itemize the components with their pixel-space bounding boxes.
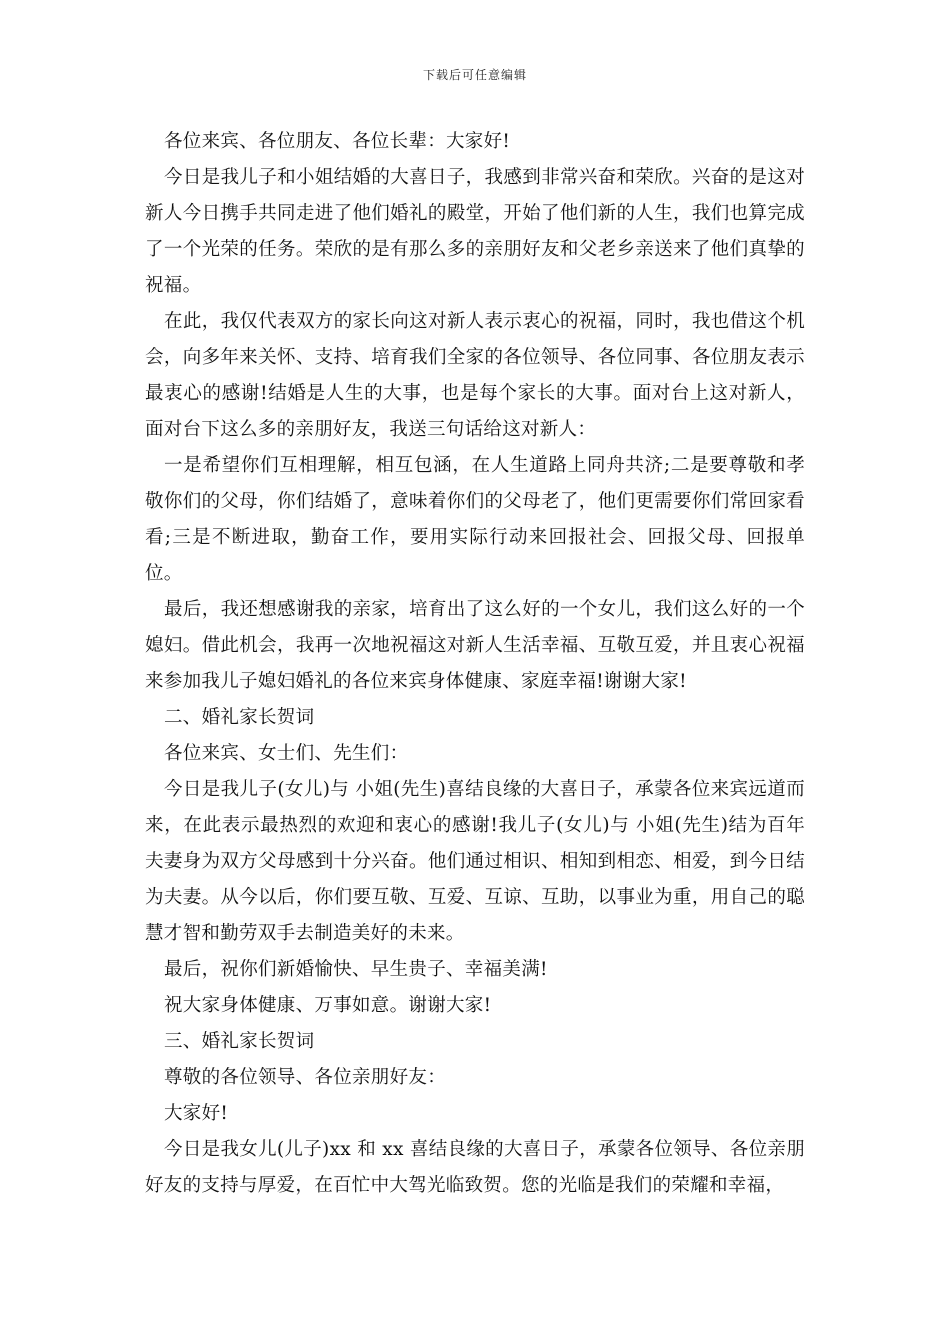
greeting-paragraph: 大家好! — [164, 1103, 229, 1124]
section-heading: 三、婚礼家长贺词 — [164, 1031, 315, 1052]
body-paragraph: 祝大家身体健康、万事如意。谢谢大家! — [164, 995, 492, 1016]
document-body — [145, 124, 805, 1204]
body-paragraph: 在此，我仅代表双方的家长向这对新人表示衷心的祝福，同时，我也借这个机会，向多年来关怀、支持、培育我们全家的各位领导、各位同事、各位朋友表示最衷心的感谢!结婚是人生的大事，也是每个家长的大事。面对台上这对新人，面对台下这么多的亲朋好友，我送三句话给这对新人： — [145, 311, 805, 440]
body-paragraph: 最后，祝你们新婚愉快、早生贵子、幸福美满! — [164, 959, 548, 980]
body-paragraph: 一是希望你们互相理解，相互包涵，在人生道路上同舟共济;二是要尊敬和孝敬你们的父母，你们结婚了，意味着你们的父母老了，他们更需要你们常回家看看;三是不断进取，勤奋工作，要用实际行动来回报社会、回报父母、回报单位。 — [145, 455, 805, 584]
section-heading: 二、婚礼家长贺词 — [164, 707, 315, 728]
body-paragraph: 今日是我女儿(儿子)xx 和 xx 喜结良缘的大喜日子，承蒙各位领导、各位亲朋好友的支持与厚爱，在百忙中大驾光临致贺。您的光临是我们的荣耀和幸福， — [145, 1139, 805, 1196]
greeting-paragraph: 尊敬的各位领导、各位亲朋好友： — [164, 1067, 447, 1088]
body-paragraph: 今日是我儿子和小姐结婚的大喜日子，我感到非常兴奋和荣欣。兴奋的是这对新人今日携手共同走进了他们婚礼的殿堂，开始了他们新的人生，我们也算完成了一个光荣的任务。荣欣的是有那么多的亲朋好友和父老乡亲送来了他们真挚的祝福。 — [145, 167, 805, 296]
greeting-paragraph: 各位来宾、女士们、先生们： — [164, 743, 409, 764]
body-paragraph: 今日是我儿子(女儿)与 小姐(先生)喜结良缘的大喜日子，承蒙各位来宾远道而来，在此表示最热烈的欢迎和衷心的感谢!我儿子(女儿)与 小姐(先生)结为百年夫妻身为双方父母感到十分兴奋。他们通过相识、相知到相恋、相爱，到今日结为夫妻。从今以后，你们要互敬、互爱、互谅、互助，以事业为重，用自己的聪慧才智和勤劳双手去制造美好的未来。 — [145, 779, 805, 944]
greeting-paragraph: 各位来宾、各位朋友、各位长辈：大家好! — [164, 131, 511, 152]
page-header-note: 下载后可任意编辑 — [422, 68, 527, 82]
body-paragraph: 最后，我还想感谢我的亲家，培育出了这么好的一个女儿，我们这么好的一个媳妇。借此机会，我再一次地祝福这对新人生活幸福、互敬互爱，并且衷心祝福来参加我儿子媳妇婚礼的各位来宾身体健康、家庭幸福!谢谢大家! — [145, 599, 805, 692]
